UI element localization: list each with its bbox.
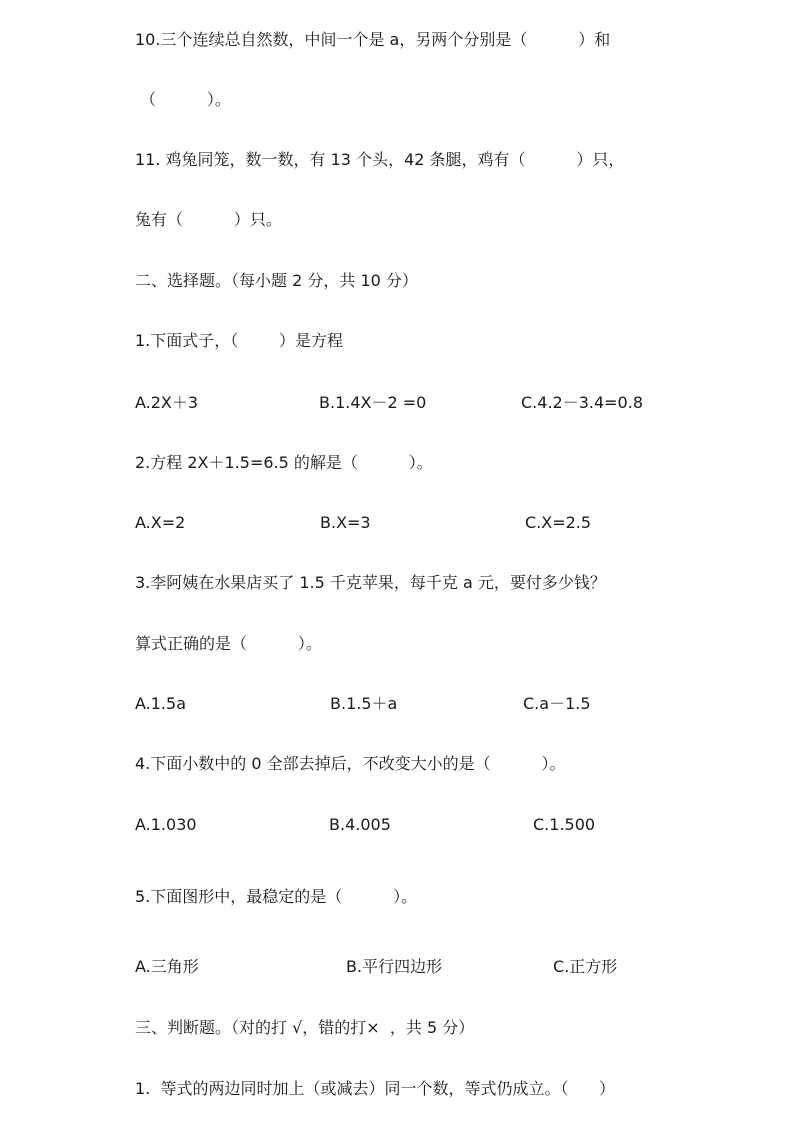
mc-q5-option-a: A.三角形 — [135, 957, 199, 976]
true-false-question-1: 1. 等式的两边同时加上（或减去）同一个数，等式仍成立。（ ） — [135, 1079, 615, 1098]
mc-q4-option-b: B.4.005 — [329, 815, 391, 834]
mc-q4-option-c: C.1.500 — [533, 815, 596, 834]
mc-q5-option-c: C.正方形 — [553, 957, 618, 976]
mc-question-3: 3.李阿姨在水果店买了 1.5 千克苹果，每千克 a 元，要付多少钱？ — [135, 573, 606, 592]
section-3-heading: 三、判断题。（对的打 √，错的打× ，共 5 分） — [135, 1018, 475, 1037]
question-11-line2: 兔有（ ）只。 — [135, 210, 282, 229]
question-11-line1: 11. 鸡兔同笼，数一数，有 13 个头，42 条腿，鸡有（ ）只， — [135, 150, 625, 169]
mc-q2-option-a: A.X=2 — [135, 513, 186, 532]
mc-q4-option-a: A.1.030 — [135, 815, 197, 834]
section-2-heading: 二、选择题。（每小题 2 分，共 10 分） — [135, 271, 418, 290]
mc-q3-option-a: A.1.5a — [135, 694, 186, 713]
mc-q1-option-a: A.2X＋3 — [135, 393, 199, 412]
mc-q1-option-c: C.4.2－3.4=0.8 — [521, 393, 644, 412]
question-10-line1: 10.三个连续总自然数，中间一个是 a，另两个分别是（ ）和 — [135, 30, 611, 49]
mc-question-2: 2.方程 2X＋1.5=6.5 的解是（ ）。 — [135, 453, 433, 472]
mc-q3-option-c: C.a－1.5 — [523, 694, 591, 713]
mc-q5-option-b: B.平行四边形 — [346, 957, 443, 976]
mc-question-4: 4.下面小数中的 0 全部去掉后，不改变大小的是（ ）。 — [135, 754, 566, 773]
mc-q1-option-b: B.1.4X－2 =0 — [319, 393, 427, 412]
mc-question-5: 5.下面图形中，最稳定的是（ ）。 — [135, 887, 418, 906]
mc-q2-option-c: C.X=2.5 — [525, 513, 592, 532]
mc-q2-option-b: B.X=3 — [320, 513, 371, 532]
mc-question-3-line2: 算式正确的是（ ）。 — [135, 634, 322, 653]
mc-q3-option-b: B.1.5＋a — [330, 694, 398, 713]
question-10-line2: （ ）。 — [140, 90, 231, 109]
mc-question-1: 1.下面式子，（ ）是方程 — [135, 331, 343, 350]
